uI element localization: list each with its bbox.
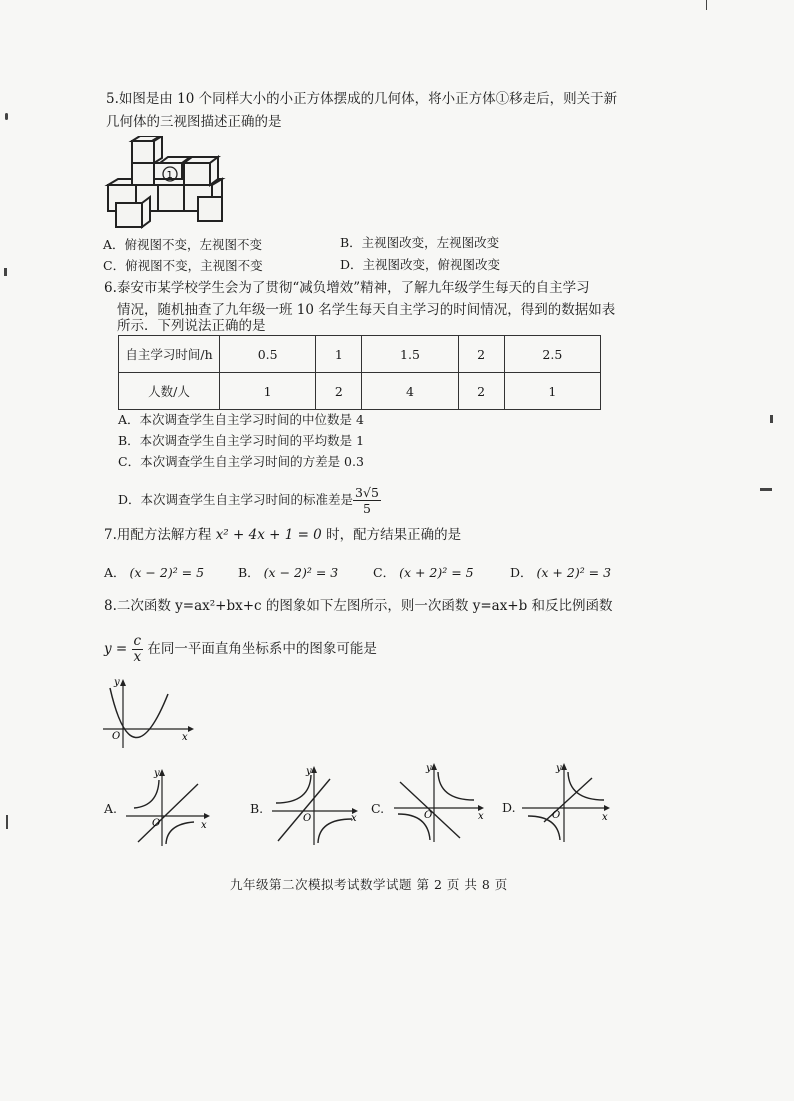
q7-option-b [238, 563, 338, 581]
table-header-count: 人数/人 [119, 373, 220, 410]
q7-option-a-expr: (x − 2)² = 5 [129, 565, 205, 580]
study-time-table [118, 335, 601, 410]
option-d-x-label: x [602, 812, 608, 823]
table-cell: 1 [504, 373, 600, 410]
table-cell: 1 [316, 336, 362, 373]
table-cell: 2 [458, 373, 504, 410]
q8-fraction [132, 634, 144, 665]
q5-line2: 几何体的三视图描述正确的是 [106, 114, 282, 130]
table-cell: 1 [220, 373, 316, 410]
q5-option-b: B．主视图改变，左视图改变 [340, 235, 500, 250]
q8-line1: 8.二次函数 y=ax²+bx+c 的图象如下左图所示，则一次函数 y=ax+b 和反比例函数 [104, 598, 613, 614]
table-cell: 0.5 [220, 336, 316, 373]
q7-option-d-label: D． [510, 565, 533, 580]
table-row [119, 336, 601, 373]
std-fraction-num: 3√5 [355, 485, 379, 500]
q6-line2: 情况，随机抽查了九年级一班 10 名学生每天自主学习的时间情况，得到的数据如表 [117, 302, 616, 318]
q7-option-b-expr: (x − 2)² = 3 [263, 565, 339, 580]
q6-option-a: A．本次调查学生自主学习时间的中位数是 4 [118, 412, 364, 427]
q7-option-c-label: C． [373, 565, 396, 580]
q8-option-a-graph [118, 766, 212, 848]
std-fraction-den: 5 [362, 501, 371, 516]
q8-option-d-label: D. [502, 800, 516, 815]
option-a-x-label: x [201, 820, 207, 831]
q8-option-c-label: C. [371, 801, 385, 816]
q5-line1: 5.如图是由 10 个同样大小的小正方体摆成的几何体，将小正方体①移走后，则关于新 [106, 91, 618, 107]
q7-option-a [104, 563, 204, 581]
table-cell: 2 [458, 336, 504, 373]
q5-option-a: A．俯视图不变，左视图不变 [103, 237, 263, 252]
scan-mark [706, 0, 707, 10]
std-fraction [353, 485, 381, 516]
parabola-graph [100, 676, 195, 751]
q7-equation: x² + 4x + 1 = 0 [215, 527, 322, 543]
q5-option-d: D．主视图改变，俯视图改变 [340, 257, 501, 272]
option-b-origin: O [303, 813, 312, 824]
cube-label: 1 [166, 170, 173, 181]
q7-option-d-expr: (x + 2)² = 3 [536, 565, 612, 580]
table-cell: 2.5 [504, 336, 600, 373]
q7-prefix: 7.用配方法解方程 [104, 527, 212, 543]
q7-stem [104, 523, 461, 547]
table-header-time: 自主学习时间/h [119, 336, 220, 373]
q6-option-b: B．本次调查学生自主学习时间的平均数是 1 [118, 433, 365, 448]
q7-option-c [373, 563, 474, 581]
q6-option-d [118, 485, 381, 516]
q8-y-eq: y = [104, 641, 128, 657]
option-b-x-label: x [351, 813, 357, 824]
parabola-x-label: x [182, 732, 188, 743]
option-c-x-label: x [478, 811, 484, 822]
q7-suffix: 时，配方结果正确的是 [326, 527, 462, 543]
q6-option-d-text: D．本次调查学生自主学习时间的标准差是 [118, 492, 354, 507]
q7-option-b-label: B． [238, 565, 260, 580]
q5-option-c: C．俯视图不变，主视图不变 [103, 258, 263, 273]
q8-line2: 在同一平面直角坐标系中的图象可能是 [147, 641, 377, 657]
q8-option-b-label: B. [250, 801, 264, 816]
q8-frac-num: c [133, 633, 142, 649]
scan-mark [760, 488, 772, 491]
q7-option-d [510, 563, 611, 581]
option-b-y-label: y [306, 766, 312, 777]
option-d-origin: O [552, 810, 561, 821]
q7-option-c-expr: (x + 2)² = 5 [399, 565, 474, 580]
q8-option-c-graph [390, 762, 490, 844]
q6-line1: 6.泰安市某学校学生会为了贯彻“减负增效”精神，了解九年级学生每天的自主学习 [104, 280, 590, 296]
q7-option-a-label: A． [104, 565, 126, 580]
q8-option-a-label: A. [104, 801, 118, 816]
q8-frac-den: x [133, 649, 142, 665]
option-a-y-label: y [154, 768, 160, 779]
table-cell: 1.5 [362, 336, 458, 373]
option-c-origin: O [424, 810, 433, 821]
parabola-origin: O [112, 731, 121, 742]
option-d-y-label: y [556, 763, 562, 774]
table-cell: 4 [362, 373, 458, 410]
parabola-y-label: y [114, 677, 120, 688]
q6-option-c: C．本次调查学生自主学习时间的方差是 0.3 [118, 454, 364, 469]
scan-mark [770, 415, 773, 423]
q8-line2-wrap [104, 634, 377, 665]
scan-mark [4, 268, 7, 276]
option-a-origin: O [152, 818, 161, 829]
scan-mark [5, 113, 8, 120]
table-row [119, 373, 601, 410]
q8-option-b-graph [266, 765, 362, 847]
q6-line3: 所示．下列说法正确的是 [117, 318, 266, 334]
option-c-y-label: y [426, 763, 432, 774]
table-cell: 2 [316, 373, 362, 410]
cube-figure [102, 136, 232, 231]
page-footer: 九年级第二次模拟考试数学试题 第 2 页 共 8 页 [230, 877, 508, 892]
scan-mark [6, 815, 8, 829]
q8-option-d-graph [518, 762, 616, 844]
